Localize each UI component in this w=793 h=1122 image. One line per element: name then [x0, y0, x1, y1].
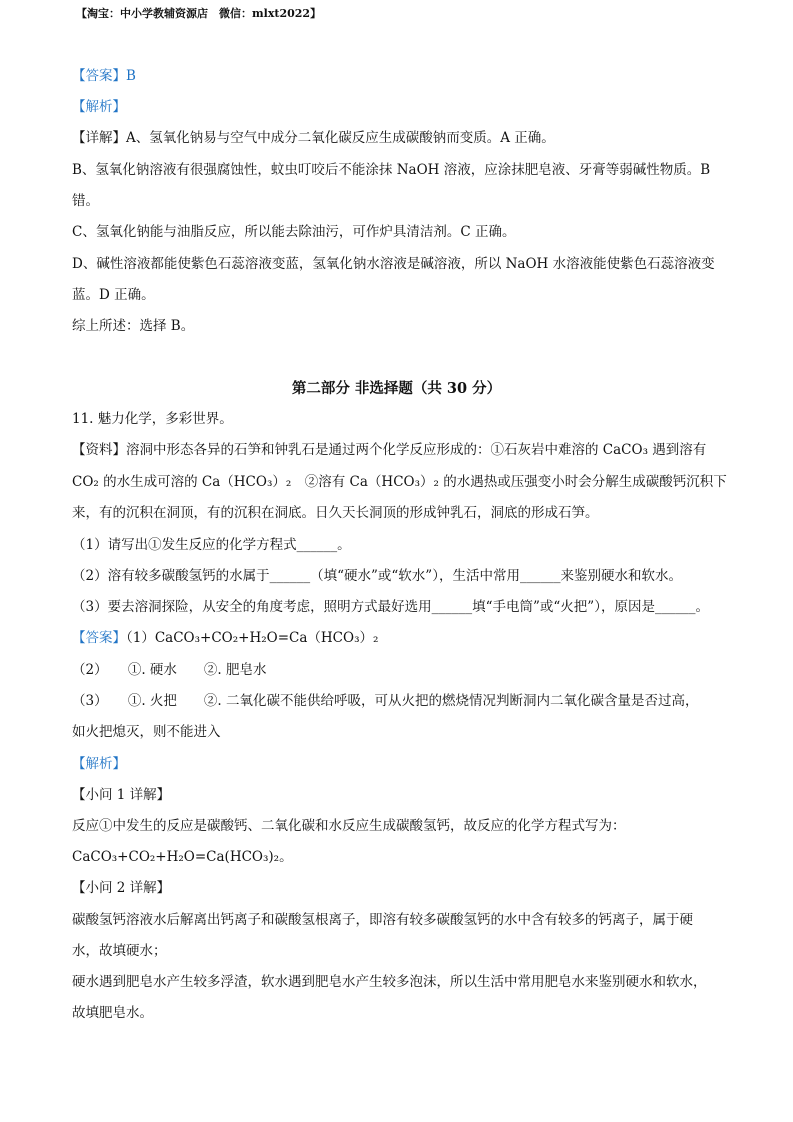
q10-summary: 综上所述：选择 B。	[72, 318, 195, 334]
q11-analysis-label: 【解析】	[72, 756, 126, 772]
page-header: 【淘宝：中小学教辅资源店 微信：mlxt2022】	[76, 7, 322, 20]
q10-detail-d-2: 蓝。D 正确。	[72, 287, 155, 303]
q11-sub2-title: 【小问 2 详解】	[72, 880, 171, 896]
q11-answer-3a: （3） ①. 火把 ②. 二氧化碳不能供给呼吸，可从火把的燃烧情况判断洞内二氧化碳含量是否过高，	[72, 693, 699, 709]
q11-sub2-text-3: 硬水遇到肥皂水产生较多浮渣，软水遇到肥皂水产生较多泡沫，所以生活中常用肥皂水来鉴别硬水和软水，	[72, 974, 707, 990]
q11-sub2-text-4: 故填肥皂水。	[72, 1005, 153, 1021]
q11-sub-2: （2）溶有较多碳酸氢钙的水属于______（填“硬水”或“软水”），生活中常用______来鉴别硬水和软水。	[72, 568, 682, 584]
q11-answer-2: （2） ①. 硬水 ②. 肥皂水	[72, 662, 267, 678]
q10-answer: 【答案】B	[72, 68, 136, 84]
q11-sub1-title: 【小问 1 详解】	[72, 787, 171, 803]
q10-detail-a: 【详解】A、氢氧化钠易与空气中成分二氧化碳反应生成碳酸钠而变质。A 正确。	[72, 130, 555, 146]
q11-answer-label: 【答案】	[72, 630, 126, 646]
q11-sub1-text: 反应①中发生的反应是碳酸钙、二氧化碳和水反应生成碳酸氢钙，故反应的化学方程式写为：	[72, 818, 626, 834]
q11-material-1: 【资料】溶洞中形态各异的石笋和钟乳石是通过两个化学反应形成的：①石灰岩中难溶的 CaCO₃ 遇到溶有	[72, 442, 707, 458]
q11-sub-3: （3）要去溶洞探险，从安全的角度考虑，照明方式最好选用______填“手电筒”或“火把”），原因是______。	[72, 599, 709, 615]
q11-answer-1: （1）CaCO₃+CO₂+H₂O=Ca（HCO₃）₂	[126, 630, 379, 646]
q11-answer-line-1	[72, 628, 378, 648]
q11-sub2-text-1: 碳酸氢钙溶液水后解离出钙离子和碳酸氢根离子，即溶有较多碳酸氢钙的水中含有较多的钙离子，属于硬	[72, 912, 693, 928]
section-title: 第二部分 非选择题（共 30 分）	[291, 380, 502, 397]
q11-stem: 11. 魅力化学，多彩世界。	[72, 411, 233, 427]
q10-detail-c: C、氢氧化钠能与油脂反应，所以能去除油污，可作炉具清洁剂。C 正确。	[72, 224, 516, 240]
q11-sub1-equation: CaCO₃+CO₂+H₂O=Ca(HCO₃)₂。	[72, 849, 293, 865]
q10-analysis-label: 【解析】	[72, 99, 126, 115]
q11-sub2-text-2: 水，故填硬水；	[72, 943, 167, 959]
q10-detail-b-2: 错。	[72, 193, 99, 209]
q11-material-2: CO₂ 的水生成可溶的 Ca（HCO₃）₂ ②溶有 Ca（HCO₃）₂ 的水遇热或压强变小时会分解生成碳酸钙沉积下	[72, 474, 727, 490]
q11-material-3: 来，有的沉积在洞顶，有的沉积在洞底。日久天长洞顶的形成钟乳石，洞底的形成石笋。	[72, 505, 599, 521]
q11-sub-1: （1）请写出①发生反应的化学方程式______。	[72, 537, 351, 553]
q11-answer-3b: 如火把熄灭，则不能进入	[72, 724, 221, 740]
q10-detail-d-1: D、碱性溶液都能使紫色石蕊溶液变蓝，氢氧化钠水溶液是碱溶液，所以 NaOH 水溶液能使紫色石蕊溶液变	[72, 256, 715, 272]
q10-detail-b-1: B、氢氧化钠溶液有很强腐蚀性，蚊虫叮咬后不能涂抹 NaOH 溶液，应涂抹肥皂液、牙膏等弱碱性物质。B	[72, 162, 711, 178]
